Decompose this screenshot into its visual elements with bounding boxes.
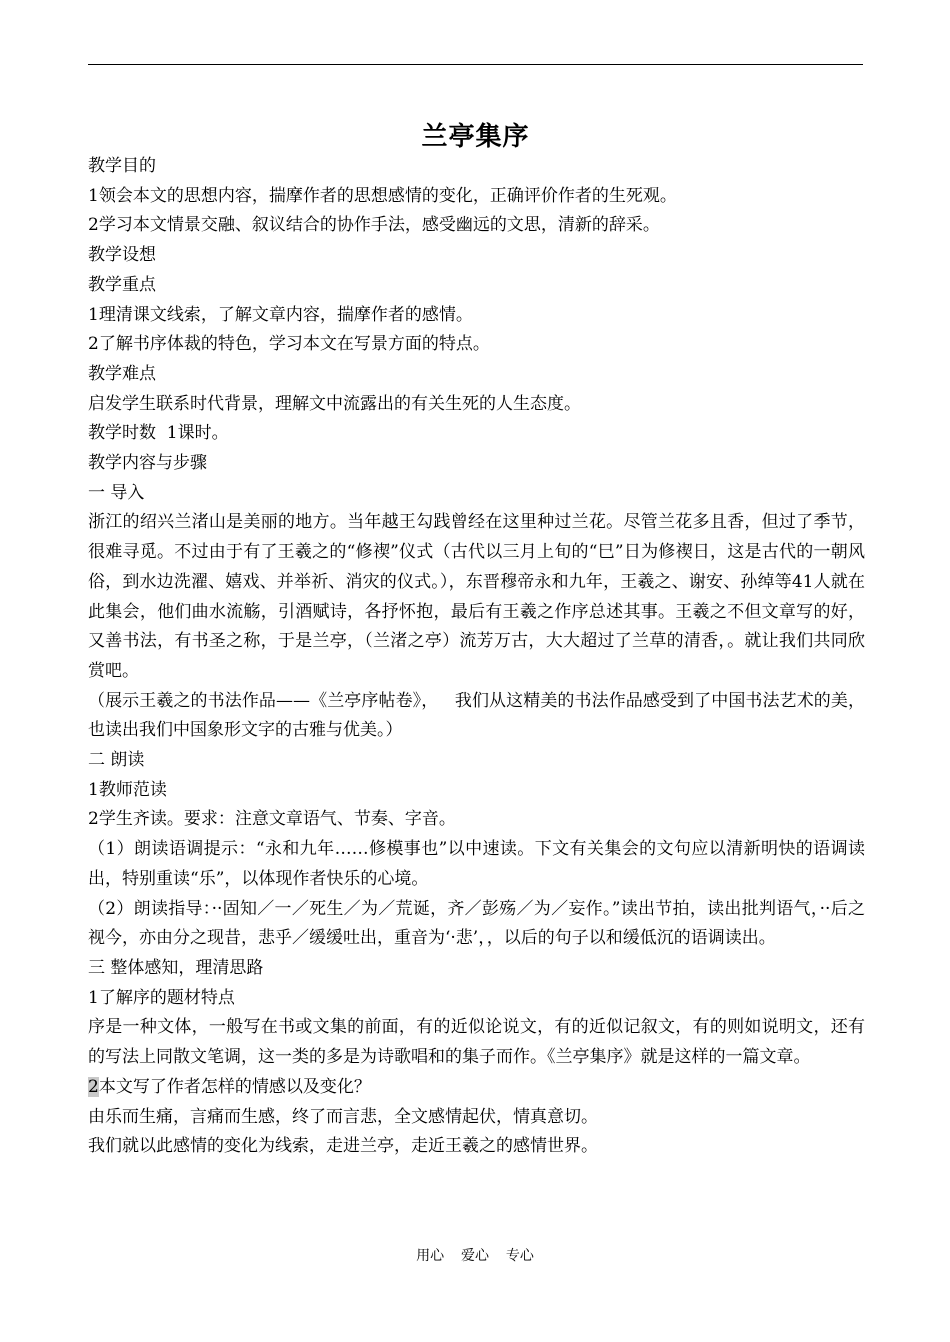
paragraph: 浙江的绍兴兰渚山是美丽的地方。当年越王勾践曾经在这里种过兰花。尽管兰花多且香，但过了季节，很难寻觅。不过由于有了王羲之的“修禊”仪式（古代以三月上旬的“巳”日为修禊日，这是古代的一朝风俗，到水边洗濯、嬉戏、并举祈、消灾的仪式。），东晋穆帝永和九年，王羲之、谢安、孙绰等41人就在此集会，他们曲水流觞，引酒赋诗，各抒怀抱，最后有王羲之作序总述其事。王羲之不但文章写的好，又善书法，有书圣之称，于是兰亭，（兰渚之亭）流芳万古，大大超过了兰草的清香，。就让我们共同欣赏吧。	[88, 512, 865, 681]
paragraph: （1）朗读语调提示：“永和九年……修模事也”以中速读。下文有关集会的文句应以清新明快的语调读出，特别重读“乐”，以体现作者快乐的心境。	[88, 839, 865, 889]
paragraph: 我们就以此感情的变化为线索，走进兰亭，走近王羲之的感情世界。	[88, 1136, 598, 1157]
paragraph: 启发学生联系时代背景，理解文中流露出的有关生死的人生态度。	[88, 393, 581, 414]
paragraph: 教学时数 1课时。	[88, 423, 229, 444]
paragraph: 1了解序的题材特点	[88, 987, 235, 1008]
paragraph: （展示王羲之的书法作品——《兰亭序帖卷》， 我们从这精美的书法作品感受到了中国书法艺术的美，也读出我们中国象形文字的古雅与优美。）	[88, 690, 865, 741]
paragraph: 2了解书序体裁的特色，学习本文在写景方面的特点。	[88, 334, 490, 355]
page-footer: 用心 爱心 专心	[416, 1248, 534, 1264]
paragraph: 三 整体感知，理清思路	[88, 957, 264, 978]
page-title: 兰亭集序	[421, 122, 530, 152]
paragraph: 1教师范读	[88, 779, 167, 800]
paragraph: 二 朗读	[88, 750, 145, 771]
paragraph: 教学内容与步骤	[88, 453, 207, 474]
question-paragraph	[88, 1073, 865, 1103]
document-body	[88, 152, 865, 1162]
paragraph: 教学目的	[88, 156, 156, 176]
paragraph: 2学生齐读。要求：注意文章语气、节奏、字音。	[88, 809, 456, 830]
question-text: 本文写了作者怎样的情感以及变化？	[98, 1076, 371, 1097]
paragraph: （2）朗读指导：··固知／一／死生／为／荒诞，齐／彭殇／为／妄作。”读出节拍，读出批判语气，··后之视今，亦由分之现昔，悲乎／缓缓吐出，重音为‘·悲’，，以后的句子以和缓低沉的语调读出。	[88, 898, 865, 949]
paragraph: 教学重点	[88, 274, 156, 295]
paragraph: 一 导入	[88, 482, 145, 503]
paragraph: 教学设想	[88, 245, 156, 266]
paragraph: 序是一种文体，一般写在书或文集的前面，有的近似论说文，有的近似记叙文，有的则如说明文，还有的写法上同散文笔调，这一类的多是为诗歌唱和的集子而作。《兰亭集序》就是这样的一篇文章。	[88, 1017, 865, 1068]
paragraph: 1领会本文的思想内容，揣摩作者的思想感情的变化，正确评价作者的生死观。	[88, 185, 677, 206]
paragraph: 教学难点	[88, 363, 156, 384]
paragraph: 1理清课文线索，了解文章内容，揣摩作者的感情。	[88, 304, 473, 325]
header-rule	[88, 64, 863, 65]
paragraph: 由乐而生痛，言痛而生感，终了而言悲，全文感情起伏，情真意切。	[88, 1106, 598, 1127]
highlighted-marker: 2	[88, 1076, 99, 1097]
paragraph: 2学习本文情景交融、叙议结合的协作手法，感受幽远的文思，清新的辞采。	[88, 215, 660, 236]
